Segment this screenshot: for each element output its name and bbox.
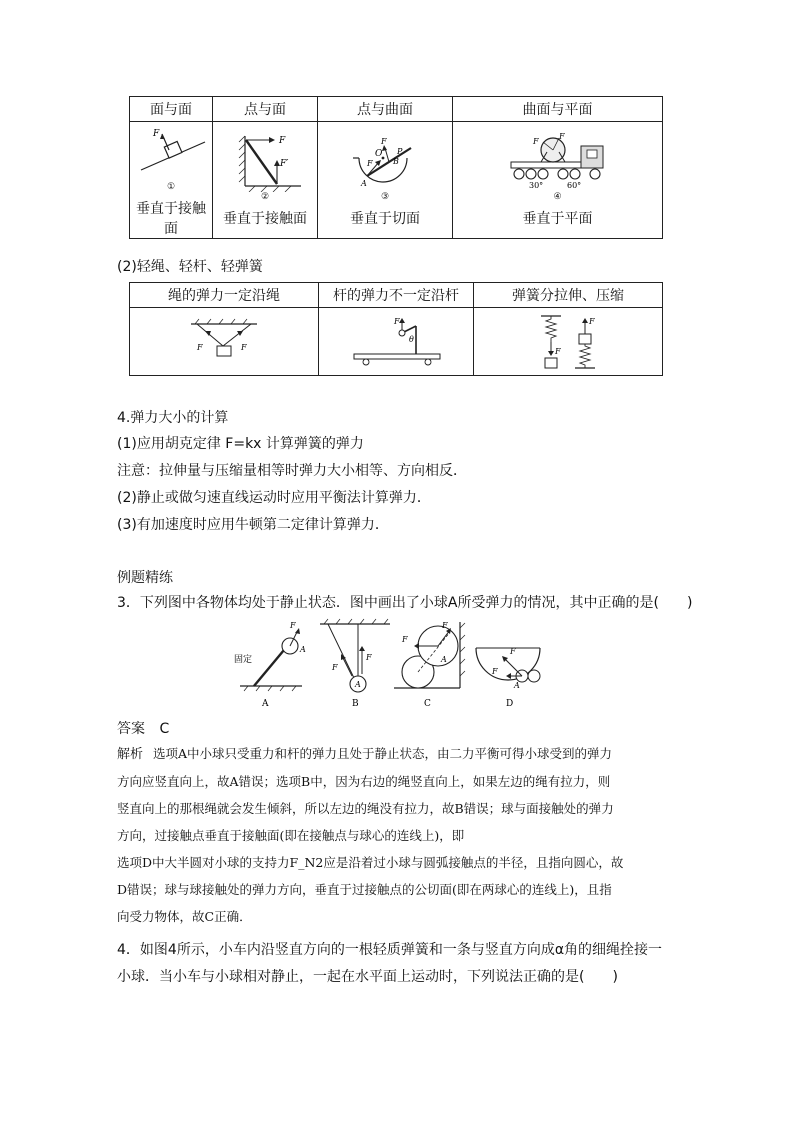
analysis-line-3: 竖直向上的那根绳就会发生倾斜，所以左边的绳没有拉力，故B错误；球与面接触处的弹力 — [117, 801, 614, 816]
option-A-caption: A — [262, 699, 269, 709]
rope-F2-label: F — [241, 342, 247, 352]
table2-cell-rod — [319, 308, 474, 376]
option-A-figure — [234, 621, 306, 709]
question3-figure — [232, 618, 562, 710]
fig3-O-label: O — [375, 149, 383, 159]
analysis-line-2: 方向应竖直向上，故A错误；选项B中，因为右边的绳竖直向上，如果左边的绳有拉力，则 — [117, 774, 611, 789]
fig3-F2-label: F — [381, 137, 387, 146]
option-B-FT2-label: F — [332, 663, 338, 672]
question-4-line-1: 4．如图4所示，小车内沿竖直方向的一根轻质弹簧和一条与竖直方向成α角的细绳拴接一 — [117, 942, 663, 958]
answer-row — [117, 718, 169, 738]
contact-types-table — [129, 96, 663, 239]
table2-cell-rope — [130, 308, 319, 376]
table1-fig-num-4: ④ — [553, 192, 562, 202]
option-C-FN2-label: F — [402, 635, 408, 644]
rope-rod-spring-table — [129, 282, 663, 376]
fig3-B-label: B — [393, 157, 399, 166]
rope-figure — [179, 316, 269, 368]
fig4-angle-30-label: 30° — [528, 181, 543, 190]
springs-figure — [523, 312, 613, 372]
fig4-angle-60-label: 60° — [566, 181, 581, 190]
table1-header-4: 曲面与平面 — [453, 97, 663, 122]
option-C-figure — [394, 621, 465, 709]
rod-on-cart-figure — [346, 316, 446, 368]
option-A-fixed-label: 固定 — [234, 655, 253, 665]
analysis-label: 解析 — [117, 747, 144, 762]
answer-label: 答案 — [117, 721, 145, 737]
table1-cell-plane-plane — [130, 122, 213, 239]
table1-fig-num-3: ③ — [380, 192, 390, 202]
table2-header-3: 弹簧分拉伸、压缩 — [474, 283, 663, 308]
truck-cylinder-figure — [503, 132, 613, 192]
fig2-force-prime-label: F′ — [280, 159, 289, 169]
rod-in-bowl-figure — [345, 132, 425, 192]
table1-cell-point-plane — [213, 122, 318, 239]
option-C-FN1-label: F — [442, 621, 448, 630]
analysis-line-4: 方向，过接触点垂直于接触面(即在接触点与球心的连线上)，即 — [117, 828, 465, 843]
table2-header-2: 杆的弹力不一定沿杆 — [319, 283, 474, 308]
fig3-P-label: P — [397, 147, 403, 156]
table1-caption-4: 垂直于平面 — [522, 211, 593, 227]
section2-title: (2)轻绳、轻杆、轻弹簧 — [117, 259, 263, 275]
rope-F1-label: F — [197, 342, 203, 352]
rod-theta-label: θ — [409, 334, 414, 344]
answer-value: C — [159, 721, 170, 737]
section4-line-4: (3)有加速度时应用牛顿第二定律计算弹力． — [117, 517, 389, 533]
fig3-A-label: A — [361, 179, 367, 188]
option-C-caption: C — [424, 699, 431, 709]
option-A-ball-label: A — [300, 645, 306, 654]
option-D-FN1-label: F — [510, 647, 516, 656]
table1-cell-point-curve — [318, 122, 453, 239]
example-heading: 例题精练 — [117, 570, 173, 586]
option-D-figure — [476, 647, 540, 709]
option-D-ball-label: A — [514, 681, 520, 690]
table2-header-1: 绳的弹力一定沿绳 — [130, 283, 319, 308]
spring-F-top-label: F — [589, 316, 595, 326]
table1-caption-1: 垂直于接触面 — [136, 201, 206, 237]
fig1-force-label: F — [153, 129, 160, 139]
option-D-FN2-label: F — [492, 667, 498, 676]
analysis-line-7: 向受力物体，故C正确． — [117, 909, 252, 924]
rod-in-corner-figure — [225, 132, 305, 192]
block-on-incline-figure — [131, 122, 211, 182]
table2-cell-spring — [474, 308, 663, 376]
analysis-line-1: 选项A中小球只受重力和杆的弹力且处于静止状态，由二力平衡可得小球受到的弹力 — [153, 746, 613, 761]
option-D-caption: D — [506, 699, 514, 709]
fig4-F1-label: F — [558, 132, 565, 141]
table1-fig-num-1: ① — [166, 182, 176, 192]
fig3-F1-label: F — [367, 159, 373, 168]
section4-line-2: 注意：拉伸量与压缩量相等时弹力大小相等、方向相反． — [117, 463, 467, 479]
option-B-ball-label: A — [355, 680, 361, 689]
section4-title: 4.弹力大小的计算 — [117, 410, 229, 426]
spring-F-bottom-label: F — [555, 346, 561, 356]
analysis-line-5: 选项D中大半圆对小球的支持力F_N2应是沿着过小球与圆弧接触点的半径，且指向圆心，故 — [117, 855, 624, 870]
table1-caption-3: 垂直于切面 — [350, 211, 420, 227]
table1-caption-2: 垂直于接触面 — [223, 211, 307, 227]
table1-header-1: 面与面 — [130, 97, 213, 122]
option-C-ball-label: A — [441, 655, 447, 664]
option-A-FN-label: F — [290, 621, 296, 630]
table1-cell-curve-plane — [453, 122, 663, 239]
option-B-FT1-label: F — [366, 653, 372, 662]
fig4-F2-label: F — [532, 137, 539, 146]
section4-line-1: (1)应用胡克定律 F=kx 计算弹簧的弹力 — [117, 436, 364, 452]
analysis-line-6: D错误；球与球接触处的弹力方向，垂直于过接触点的公切面(即在两球心的连线上)，且指 — [117, 882, 612, 897]
section4-line-3: (2)静止或做匀速直线运动时应用平衡法计算弹力． — [117, 490, 431, 506]
fig2-force-label: F — [279, 136, 286, 146]
option-B-figure — [320, 619, 390, 709]
rod-F-label: F — [394, 316, 400, 326]
analysis-block — [117, 740, 677, 930]
table1-header-3: 点与曲面 — [318, 97, 453, 122]
question-3: 3．下列图中各物体均处于静止状态．图中画出了小球A所受弹力的情况，其中正确的是( ) — [117, 595, 693, 611]
table1-header-2: 点与面 — [213, 97, 318, 122]
question-4-line-2: 小球．当小车与小球相对静止，一起在水平面上运动时，下列说法正确的是( ) — [117, 969, 618, 985]
option-B-caption: B — [352, 699, 359, 709]
table1-fig-num-2: ② — [260, 192, 270, 202]
